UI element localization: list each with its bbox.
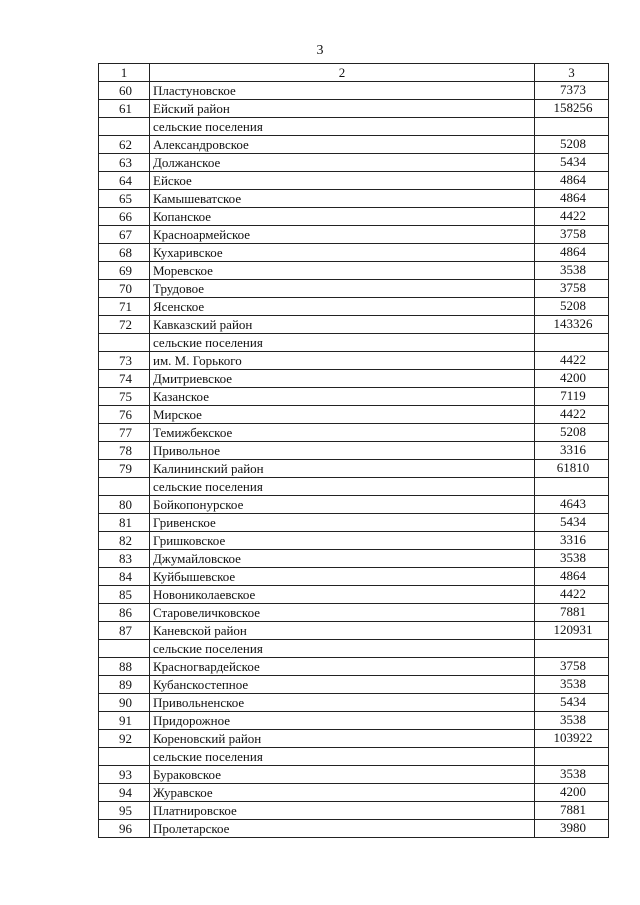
row-name: Журавское — [150, 784, 535, 802]
row-value: 120931 — [535, 622, 609, 640]
row-value: 5208 — [535, 136, 609, 154]
row-number: 68 — [99, 244, 150, 262]
table-row — [99, 424, 609, 442]
row-value: 4864 — [535, 172, 609, 190]
column-header-number: 1 — [99, 64, 150, 82]
row-number: 75 — [99, 388, 150, 406]
row-value: 4200 — [535, 784, 609, 802]
row-number: 89 — [99, 676, 150, 694]
table-row — [99, 280, 609, 298]
row-name: Ейский район — [150, 100, 535, 118]
row-number: 80 — [99, 496, 150, 514]
table-row — [99, 460, 609, 478]
row-number: 96 — [99, 820, 150, 838]
row-name: Мирское — [150, 406, 535, 424]
row-value: 158256 — [535, 100, 609, 118]
table-row — [99, 352, 609, 370]
row-name: Казанское — [150, 388, 535, 406]
row-number: 82 — [99, 532, 150, 550]
column-header-value: 3 — [535, 64, 609, 82]
row-number — [99, 748, 150, 766]
row-value — [535, 334, 609, 352]
row-number: 71 — [99, 298, 150, 316]
row-value: 5208 — [535, 424, 609, 442]
row-value: 5208 — [535, 298, 609, 316]
row-name: Красноармейское — [150, 226, 535, 244]
row-value — [535, 640, 609, 658]
table-row — [99, 136, 609, 154]
row-name: Старовеличковское — [150, 604, 535, 622]
row-name: Должанское — [150, 154, 535, 172]
table-row — [99, 694, 609, 712]
row-value — [535, 748, 609, 766]
row-name: Калининский район — [150, 460, 535, 478]
table-row — [99, 118, 609, 136]
row-name: Трудовое — [150, 280, 535, 298]
row-number — [99, 118, 150, 136]
row-name: Темижбекское — [150, 424, 535, 442]
row-value: 61810 — [535, 460, 609, 478]
row-number: 93 — [99, 766, 150, 784]
table-row — [99, 316, 609, 334]
row-number: 94 — [99, 784, 150, 802]
row-value: 4422 — [535, 208, 609, 226]
row-value: 5434 — [535, 514, 609, 532]
table-row — [99, 226, 609, 244]
row-name: Бойкопонурское — [150, 496, 535, 514]
row-name: Ейское — [150, 172, 535, 190]
table-row — [99, 820, 609, 838]
row-number — [99, 640, 150, 658]
table-body — [99, 82, 609, 838]
row-value: 103922 — [535, 730, 609, 748]
row-number: 84 — [99, 568, 150, 586]
row-name: Копанское — [150, 208, 535, 226]
row-value: 4422 — [535, 406, 609, 424]
table-row — [99, 82, 609, 100]
row-name: Камышеватское — [150, 190, 535, 208]
table-row — [99, 442, 609, 460]
row-number: 92 — [99, 730, 150, 748]
row-number: 67 — [99, 226, 150, 244]
row-name: Привольненское — [150, 694, 535, 712]
row-value: 5434 — [535, 154, 609, 172]
row-name: сельские поселения — [150, 478, 535, 496]
row-number: 81 — [99, 514, 150, 532]
table-row — [99, 154, 609, 172]
row-number: 95 — [99, 802, 150, 820]
row-value: 143326 — [535, 316, 609, 334]
row-name: Александровское — [150, 136, 535, 154]
row-value: 5434 — [535, 694, 609, 712]
row-value: 7881 — [535, 604, 609, 622]
row-name: Пролетарское — [150, 820, 535, 838]
row-name: Джумайловское — [150, 550, 535, 568]
row-name: Кавказский район — [150, 316, 535, 334]
row-name: Бураковское — [150, 766, 535, 784]
row-value: 4200 — [535, 370, 609, 388]
row-number: 74 — [99, 370, 150, 388]
row-number: 76 — [99, 406, 150, 424]
row-name: Гривенское — [150, 514, 535, 532]
row-name: Платнировское — [150, 802, 535, 820]
table-row — [99, 262, 609, 280]
row-number: 73 — [99, 352, 150, 370]
table-row — [99, 568, 609, 586]
row-number: 64 — [99, 172, 150, 190]
table-row — [99, 478, 609, 496]
table-row — [99, 676, 609, 694]
table-row — [99, 766, 609, 784]
row-value: 4422 — [535, 586, 609, 604]
row-number: 88 — [99, 658, 150, 676]
row-number: 63 — [99, 154, 150, 172]
row-number — [99, 478, 150, 496]
row-value: 7881 — [535, 802, 609, 820]
row-name: Каневской район — [150, 622, 535, 640]
row-number: 65 — [99, 190, 150, 208]
table-header-row — [99, 64, 609, 82]
row-value: 3538 — [535, 676, 609, 694]
row-value: 3316 — [535, 442, 609, 460]
row-number: 60 — [99, 82, 150, 100]
row-number: 77 — [99, 424, 150, 442]
row-value: 3758 — [535, 226, 609, 244]
table-row — [99, 244, 609, 262]
table-row — [99, 802, 609, 820]
row-number: 86 — [99, 604, 150, 622]
row-value: 3980 — [535, 820, 609, 838]
row-value: 3538 — [535, 262, 609, 280]
row-value: 4422 — [535, 352, 609, 370]
row-number: 69 — [99, 262, 150, 280]
row-number: 62 — [99, 136, 150, 154]
row-value: 4864 — [535, 190, 609, 208]
row-value: 3758 — [535, 280, 609, 298]
table-row — [99, 496, 609, 514]
table-row — [99, 370, 609, 388]
row-name: сельские поселения — [150, 748, 535, 766]
table-row — [99, 730, 609, 748]
column-header-name: 2 — [150, 64, 535, 82]
table-row — [99, 586, 609, 604]
table-row — [99, 550, 609, 568]
table-row — [99, 658, 609, 676]
row-number: 90 — [99, 694, 150, 712]
row-name: Куйбышевское — [150, 568, 535, 586]
row-number: 87 — [99, 622, 150, 640]
row-name: сельские поселения — [150, 640, 535, 658]
table-row — [99, 784, 609, 802]
row-value: 4864 — [535, 244, 609, 262]
table-row — [99, 190, 609, 208]
row-value: 4643 — [535, 496, 609, 514]
row-name: Моревское — [150, 262, 535, 280]
row-name: Красногвардейское — [150, 658, 535, 676]
data-table — [98, 63, 609, 838]
row-name: Ясенское — [150, 298, 535, 316]
table-row — [99, 604, 609, 622]
table-row — [99, 298, 609, 316]
table-row — [99, 172, 609, 190]
table-row — [99, 334, 609, 352]
row-number: 79 — [99, 460, 150, 478]
row-number: 66 — [99, 208, 150, 226]
row-name: Гришковское — [150, 532, 535, 550]
page-number: 3 — [316, 43, 324, 58]
row-name: Новониколаевское — [150, 586, 535, 604]
row-name: сельские поселения — [150, 334, 535, 352]
row-value: 3538 — [535, 766, 609, 784]
row-number: 78 — [99, 442, 150, 460]
table-row — [99, 388, 609, 406]
row-number: 85 — [99, 586, 150, 604]
table-row — [99, 532, 609, 550]
row-value: 7119 — [535, 388, 609, 406]
row-number: 72 — [99, 316, 150, 334]
table-row — [99, 622, 609, 640]
row-value — [535, 478, 609, 496]
table-row — [99, 712, 609, 730]
row-name: Дмитриевское — [150, 370, 535, 388]
row-name: Кубанскостепное — [150, 676, 535, 694]
row-value — [535, 118, 609, 136]
row-name: Придорожное — [150, 712, 535, 730]
table-row — [99, 514, 609, 532]
row-number: 91 — [99, 712, 150, 730]
table-row — [99, 640, 609, 658]
row-number: 83 — [99, 550, 150, 568]
table-row — [99, 406, 609, 424]
table-row — [99, 100, 609, 118]
row-value: 3538 — [535, 550, 609, 568]
row-name: Привольное — [150, 442, 535, 460]
row-name: Кореновский район — [150, 730, 535, 748]
row-value: 4864 — [535, 568, 609, 586]
row-name: им. М. Горького — [150, 352, 535, 370]
row-number — [99, 334, 150, 352]
row-value: 3316 — [535, 532, 609, 550]
row-name: Кухаривское — [150, 244, 535, 262]
row-name: Пластуновское — [150, 82, 535, 100]
table-row — [99, 208, 609, 226]
row-value: 3758 — [535, 658, 609, 676]
row-number: 61 — [99, 100, 150, 118]
row-value: 7373 — [535, 82, 609, 100]
row-value: 3538 — [535, 712, 609, 730]
row-name: сельские поселения — [150, 118, 535, 136]
row-number: 70 — [99, 280, 150, 298]
table-row — [99, 748, 609, 766]
